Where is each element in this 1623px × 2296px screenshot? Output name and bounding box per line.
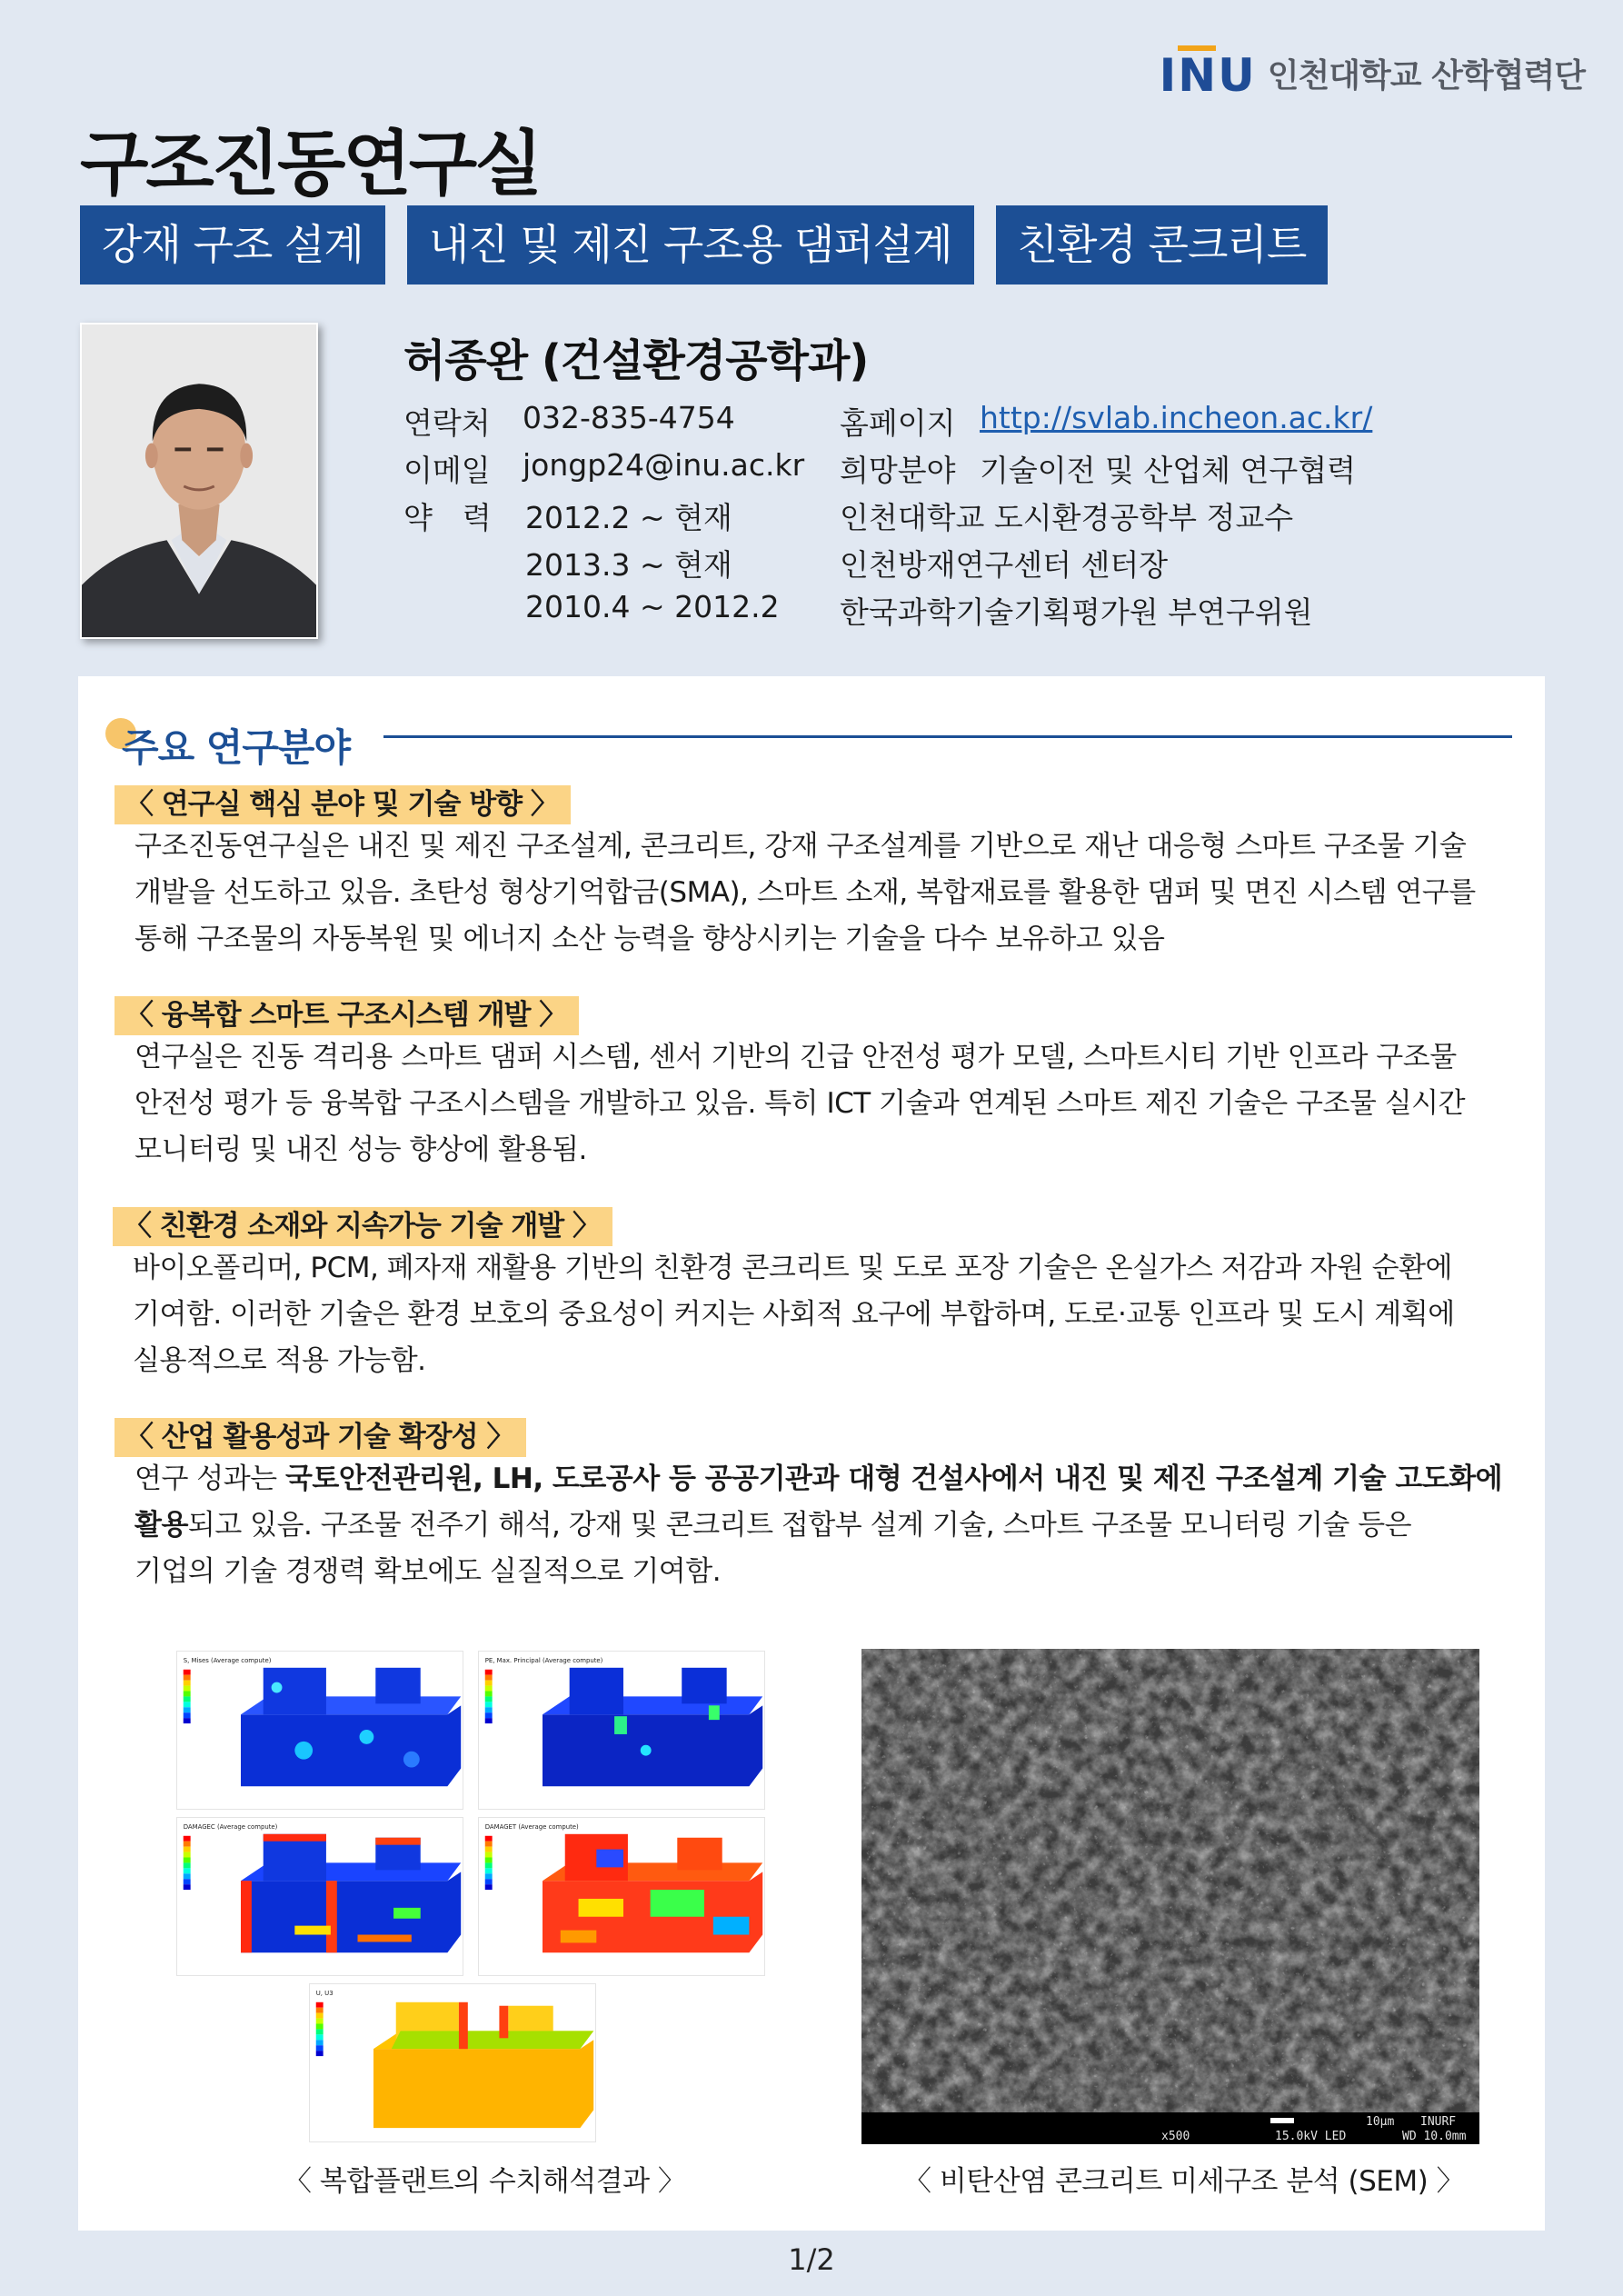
legend-color-bar <box>485 1670 493 1723</box>
logo-text: 인천대학교 산학협력단 <box>1267 56 1585 95</box>
logo-letter: I <box>1159 49 1177 102</box>
phone-value: 032-835-4754 <box>523 400 735 435</box>
paragraph-line: 바이오폴리머, PCM, 폐자재 재활용 기반의 친환경 콘크리트 및 도로 포장 기술은 온실가스 저감과 자원 순환에 <box>133 1252 1452 1284</box>
figure-caption: 〈 복합플랜트의 수치해석결과 〉 <box>284 2165 686 2198</box>
text-run: 연구 성과는 <box>134 1462 285 1495</box>
career-period: 2012.2 ~ 현재 <box>525 500 732 535</box>
paragraph-line: 모니터링 및 내진 성능 향상에 활용됨. <box>134 1133 587 1166</box>
homepage-link[interactable]: http://svlab.incheon.ac.kr/ <box>980 400 1373 435</box>
legend-color-bar <box>316 2002 324 2056</box>
info-label: 홈페이지 <box>840 405 956 441</box>
inu-logo-mark <box>1159 47 1255 102</box>
professor-name: 허종완 (건설환경공학과) <box>403 335 869 386</box>
inu-logo <box>1159 47 1585 102</box>
paragraph-line: 안전성 평가 등 융복합 구조시스템을 개발하고 있음. 특히 ICT 기술과 연계된 스마트 제진 기술은 구조물 실시간 <box>134 1087 1466 1120</box>
bold-text: 국토안전관리원, LH, 도로공사 등 공공기관과 대형 건설사에서 내진 및 제진 구조설계 기술 고도화에 <box>284 1462 1503 1495</box>
sem-scale-label: 10μm <box>1366 2115 1395 2129</box>
sem-micrograph <box>861 1649 1479 2144</box>
section-header <box>105 718 350 773</box>
info-label: 희망분야 <box>840 453 956 488</box>
career-period: 2010.4 ~ 2012.2 <box>525 589 780 624</box>
sem-brand-label: INURF <box>1420 2115 1457 2129</box>
logo-letter: N <box>1178 45 1216 98</box>
career-period: 2013.3 ~ 현재 <box>525 547 732 583</box>
paragraph-line: 통해 구조물의 자동복원 및 에너지 소산 능력을 향상시키는 기술을 다수 보유하고 있음 <box>134 923 1165 955</box>
sem-kv-label: 15.0kV LED <box>1275 2130 1347 2143</box>
paragraph-line: 기업의 기술 경쟁력 확보에도 실질적으로 기여함. <box>134 1555 722 1588</box>
career-position: 인천방재연구센터 센터장 <box>840 547 1169 583</box>
info-label: 연락처 <box>403 405 491 441</box>
paragraph-line: 개발을 선도하고 있음. 초탄성 형상기억합금(SMA), 스마트 소재, 복합재료를 활용한 댐퍼 및 면진 시스템 연구를 <box>134 876 1476 909</box>
keyword-tag: 친환경 콘크리트 <box>996 205 1329 285</box>
fea-label: DAMAGEC (Average compute) <box>183 1822 278 1831</box>
subsection-heading: 〈 연구실 핵심 분야 및 기술 방향 〉 <box>115 785 571 824</box>
professor-photo <box>80 323 318 639</box>
keyword-tag: 내진 및 제진 구조용 댐퍼설계 <box>407 205 974 285</box>
legend-color-bar <box>184 1836 191 1890</box>
fea-result-image <box>176 1651 463 1810</box>
paragraph <box>134 1456 1525 1595</box>
email-value: jongp24@inu.ac.kr <box>523 447 805 483</box>
career-position: 인천대학교 도시환경공학부 정교수 <box>840 500 1294 535</box>
paragraph <box>134 824 1525 963</box>
fea-label: PE, Max. Principal (Average compute) <box>484 1656 603 1664</box>
subsection-heading: 〈 융복합 스마트 구조시스템 개발 〉 <box>115 996 579 1035</box>
paragraph <box>134 1034 1525 1173</box>
interest-value: 기술이전 및 산업체 연구협력 <box>980 453 1357 488</box>
fea-label: DAMAGET (Average compute) <box>484 1822 579 1831</box>
info-label: 약 력 <box>403 500 492 535</box>
paragraph-line <box>134 1502 1525 1549</box>
figure-caption: 〈 비탄산염 콘크리트 미세구조 분석 (SEM) 〉 <box>903 2165 1465 2198</box>
paragraph <box>133 1245 1523 1384</box>
fea-result-image <box>478 1651 765 1810</box>
logo-letter: U <box>1218 49 1255 102</box>
research-panel <box>78 676 1545 2231</box>
fea-result-image <box>309 1983 596 2142</box>
paragraph-line: 구조진동연구실은 내진 및 제진 구조설계, 콘크리트, 강재 구조설계를 기반으로 재난 대응형 스마트 구조물 기술 <box>134 830 1467 863</box>
sem-mag-label: x500 <box>1161 2130 1190 2143</box>
subsection-heading: 〈 산업 활용성과 기술 확장성 〉 <box>115 1418 526 1457</box>
legend-color-bar <box>184 1670 191 1723</box>
legend-color-bar <box>485 1836 493 1890</box>
text-run: 되고 있음. 구조물 전주기 해석, 강재 및 콘크리트 접합부 설계 기술, 스마트 구조물 모니터링 기술 등은 <box>187 1509 1412 1542</box>
section-title: 주요 연구분야 <box>122 725 351 770</box>
info-label: 이메일 <box>403 453 491 488</box>
fea-label: S, Mises (Average compute) <box>183 1656 272 1664</box>
sem-wd-label: WD 10.0mm <box>1402 2130 1467 2143</box>
lab-title: 구조진동연구실 <box>80 124 541 205</box>
paragraph-line: 연구실은 진동 격리용 스마트 댐퍼 시스템, 센서 기반의 긴급 안전성 평가 모델, 스마트시티 기반 인프라 구조물 <box>134 1041 1457 1073</box>
page-number: 1/2 <box>788 2242 835 2277</box>
fea-label: U, U3 <box>315 1989 334 1997</box>
paragraph-line: 실용적으로 적용 가능함. <box>133 1344 426 1377</box>
subsection-heading: 〈 친환경 소재와 지속가능 기술 개발 〉 <box>113 1207 612 1246</box>
fea-result-image <box>176 1817 463 1976</box>
section-divider <box>383 735 1512 738</box>
paragraph-line: 기여함. 이러한 기술은 환경 보호의 중요성이 커지는 사회적 요구에 부합하며, 도로·교통 인프라 및 도시 계획에 <box>133 1298 1455 1331</box>
keyword-tag: 강재 구조 설계 <box>80 205 385 285</box>
bold-text: 활용 <box>134 1509 188 1542</box>
fea-result-image <box>478 1817 765 1976</box>
keyword-tags <box>80 205 1328 285</box>
paragraph-line <box>134 1456 1525 1502</box>
career-position: 한국과학기술기획평가원 부연구위원 <box>840 594 1313 630</box>
